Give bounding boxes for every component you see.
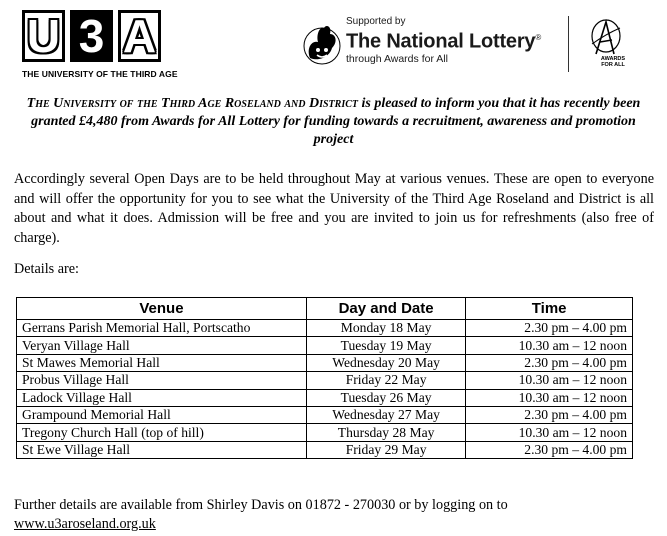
table-row xyxy=(17,424,633,441)
organisation-name: The University of the Third Age Roseland and District xyxy=(26,96,358,111)
open-days-table xyxy=(16,297,633,459)
time-cell: 2.30 pm – 4.00 pm xyxy=(466,441,633,458)
table-row xyxy=(17,389,633,406)
national-lottery-logo xyxy=(300,12,640,74)
column-header-date: Day and Date xyxy=(306,298,465,320)
lottery-through: through Awards for All xyxy=(346,52,448,65)
venue-cell: Probus Village Hall xyxy=(17,372,307,389)
venue-cell: Ladock Village Hall xyxy=(17,389,307,406)
u3a-logo-letter-u: U xyxy=(22,10,65,62)
venue-cell: Veryan Village Hall xyxy=(17,337,307,354)
crossed-fingers-icon xyxy=(300,20,344,68)
date-cell: Friday 29 May xyxy=(306,441,465,458)
table-row xyxy=(17,320,633,337)
time-cell: 10.30 am – 12 noon xyxy=(466,424,633,441)
table-row xyxy=(17,354,633,371)
u3a-logo xyxy=(22,6,182,84)
lottery-supported-by: Supported by xyxy=(346,16,406,27)
intro-announcement xyxy=(12,95,655,149)
intro-text: is pleased to inform you that it has recently been granted £4,480 from Awards for All Lottery for funding towards a recruitment, awareness and promotion project xyxy=(31,96,641,147)
table-row xyxy=(17,337,633,354)
u3a-tagline: THE UNIVERSITY OF THE THIRD AGE xyxy=(22,69,178,79)
date-cell: Wednesday 27 May xyxy=(306,406,465,423)
u3a-logo-letter-3: 3 xyxy=(70,10,113,62)
time-cell: 2.30 pm – 4.00 pm xyxy=(466,354,633,371)
date-cell: Wednesday 20 May xyxy=(306,354,465,371)
u3a-logo-letter-a: A xyxy=(118,10,161,62)
table-row xyxy=(17,372,633,389)
body-paragraph: Accordingly several Open Days are to be held throughout May at various venues. These are open to everyone and will offer the opportunity for you to see what the University of the Third Age Roseland and District is all about and what it does. Admission will be free and you are invited to join us for refreshments (also free of charge). xyxy=(14,171,654,246)
date-cell: Tuesday 19 May xyxy=(306,337,465,354)
venue-cell: St Mawes Memorial Hall xyxy=(17,354,307,371)
details-label: Details are: xyxy=(14,261,79,277)
awards-for-all-text: AWARDS FOR ALL xyxy=(600,56,626,68)
footer-text: Further details are available from Shirley Davis on 01872 - 270030 or by logging on to xyxy=(14,497,508,513)
table-row xyxy=(17,441,633,458)
time-cell: 10.30 am – 12 noon xyxy=(466,337,633,354)
time-cell: 10.30 am – 12 noon xyxy=(466,389,633,406)
table-row xyxy=(17,406,633,423)
venue-cell: Gerrans Parish Memorial Hall, Portscatho xyxy=(17,320,307,337)
website-link[interactable]: www.u3aroseland.org.uk xyxy=(14,516,156,532)
time-cell: 10.30 am – 12 noon xyxy=(466,372,633,389)
date-cell: Tuesday 26 May xyxy=(306,389,465,406)
date-cell: Monday 18 May xyxy=(306,320,465,337)
column-header-time: Time xyxy=(466,298,633,320)
time-cell: 2.30 pm – 4.00 pm xyxy=(466,320,633,337)
logo-divider xyxy=(568,16,569,72)
date-cell: Friday 22 May xyxy=(306,372,465,389)
venue-cell: St Ewe Village Hall xyxy=(17,441,307,458)
time-cell: 2.30 pm – 4.00 pm xyxy=(466,406,633,423)
lottery-name: The National Lottery® xyxy=(346,30,542,53)
date-cell: Thursday 28 May xyxy=(306,424,465,441)
table-header-row xyxy=(17,298,633,320)
venue-cell: Grampound Memorial Hall xyxy=(17,406,307,423)
footer-contact xyxy=(14,496,654,534)
column-header-venue: Venue xyxy=(17,298,307,320)
venue-cell: Tregony Church Hall (top of hill) xyxy=(17,424,307,441)
